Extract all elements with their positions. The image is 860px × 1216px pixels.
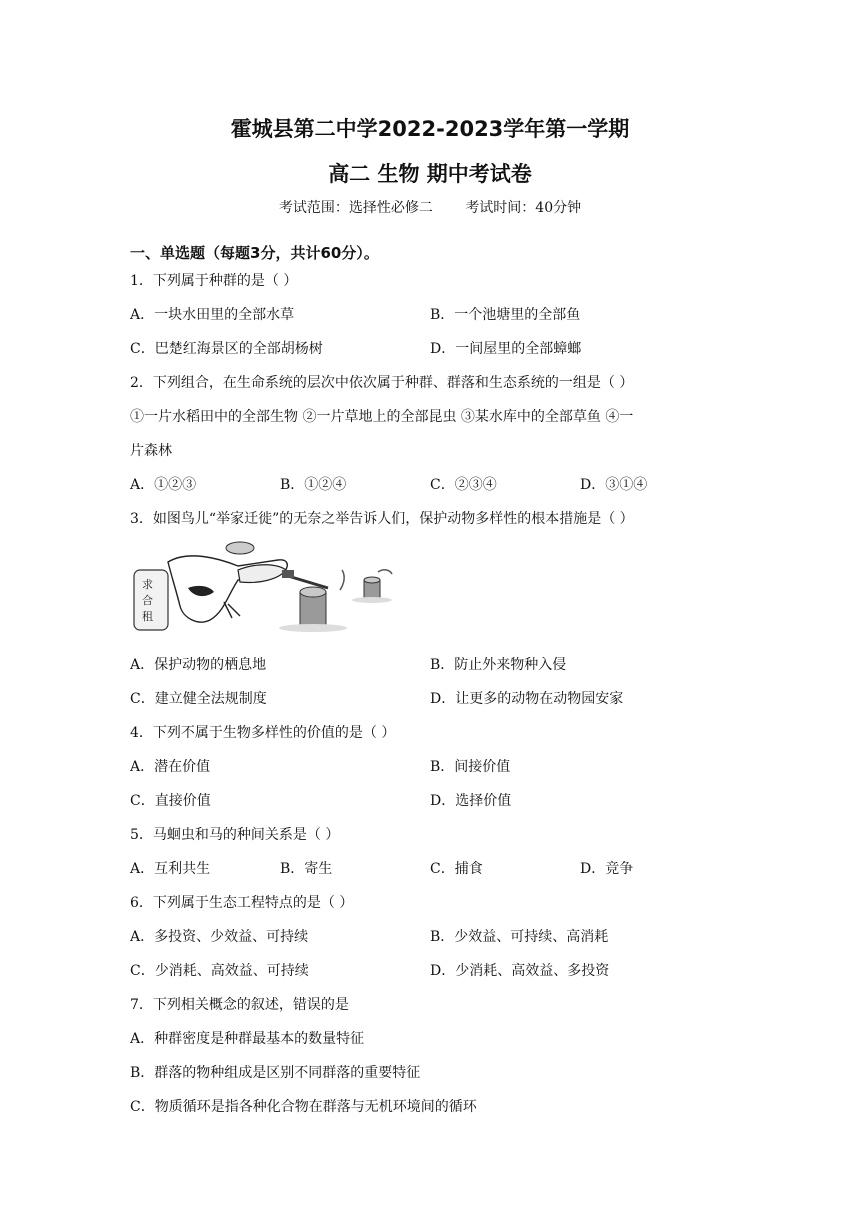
question-6-option-c: C．少消耗、高效益、可持续 [130,963,309,979]
sign-char-3: 租 [142,610,153,623]
question-1-option-c: C．巴楚红海景区的全部胡杨树 [130,341,323,357]
exam-info [0,197,860,217]
question-1-option-b: B．一个池塘里的全部鱼 [430,307,581,323]
question-2-option-a: A．①②③ [130,477,197,493]
question-7-option-c: C．物质循环是指各种化合物在群落与无机环境间的循环 [130,1099,477,1115]
bird-migration-illustration [128,540,428,636]
section-heading: 一、单选题（每题3分，共计60分）。 [130,244,379,262]
question-4-option-d: D．选择价值 [430,793,512,809]
question-4-option-b: B．间接价值 [430,759,511,775]
question-6-option-d: D．少消耗、高效益、多投资 [430,963,610,979]
question-5-option-c: C．捕食 [430,861,483,877]
question-7-option-b: B．群落的物种组成是区别不同群落的重要特征 [130,1065,421,1081]
question-1-stem: 1．下列属于种群的是（ ） [130,273,298,289]
exam-title: 霍城县第二中学2022-2023学年第一学期 [230,117,630,141]
question-3-option-d: D．让更多的动物在动物园安家 [430,691,624,707]
question-4-stem: 4．下列不属于生物多样性的价值的是（ ） [130,725,396,741]
exam-subtitle: 高二 生物 期中考试卷 [328,162,532,186]
question-1-option-a: A．一块水田里的全部水草 [130,307,295,323]
question-3-option-c: C．建立健全法规制度 [130,691,267,707]
question-3-stem: 3．如图鸟儿“举家迁徙”的无奈之举告诉人们，保护动物多样性的根本措施是（ ） [130,511,634,527]
question-6-stem: 6．下列属于生态工程特点的是（ ） [130,895,354,911]
question-1-option-d: D．一间屋里的全部蟑螂 [430,341,582,357]
exam-time: 考试时间：40分钟 [465,200,582,216]
question-7-option-a: A．种群密度是种群最基本的数量特征 [130,1031,365,1047]
exam-scope: 考试范围：选择性必修二 [278,200,433,216]
sign-char-2: 合 [142,594,153,607]
question-6-option-b: B．少效益、可持续、高消耗 [430,929,609,945]
sign-char-1: 求 [142,578,153,591]
question-4-option-a: A．潜在价值 [130,759,211,775]
question-5-option-d: D．竞争 [580,861,634,877]
question-5-option-a: A．互利共生 [130,861,211,877]
question-3-option-b: B．防止外来物种入侵 [430,657,567,673]
question-5-option-b: B．寄生 [280,861,333,877]
question-2-items-cont: 片森林 [130,443,172,459]
question-6-option-a: A．多投资、少效益、可持续 [130,929,309,945]
question-7-stem: 7．下列相关概念的叙述，错误的是 [130,997,349,1013]
question-5-stem: 5．马蛔虫和马的种间关系是（ ） [130,827,340,843]
question-2-stem: 2．下列组合，在生命系统的层次中依次属于种群、群落和生态系统的一组是（ ） [130,375,634,391]
question-2-option-d: D．③①④ [580,477,648,493]
question-2-option-b: B．①②④ [280,477,347,493]
question-3-option-a: A．保护动物的栖息地 [130,657,267,673]
question-2-items: ①一片水稻田中的全部生物 ②一片草地上的全部昆虫 ③某水库中的全部草鱼 ④一 [130,409,634,425]
question-4-option-c: C．直接价值 [130,793,211,809]
question-2-option-c: C．②③④ [430,477,497,493]
